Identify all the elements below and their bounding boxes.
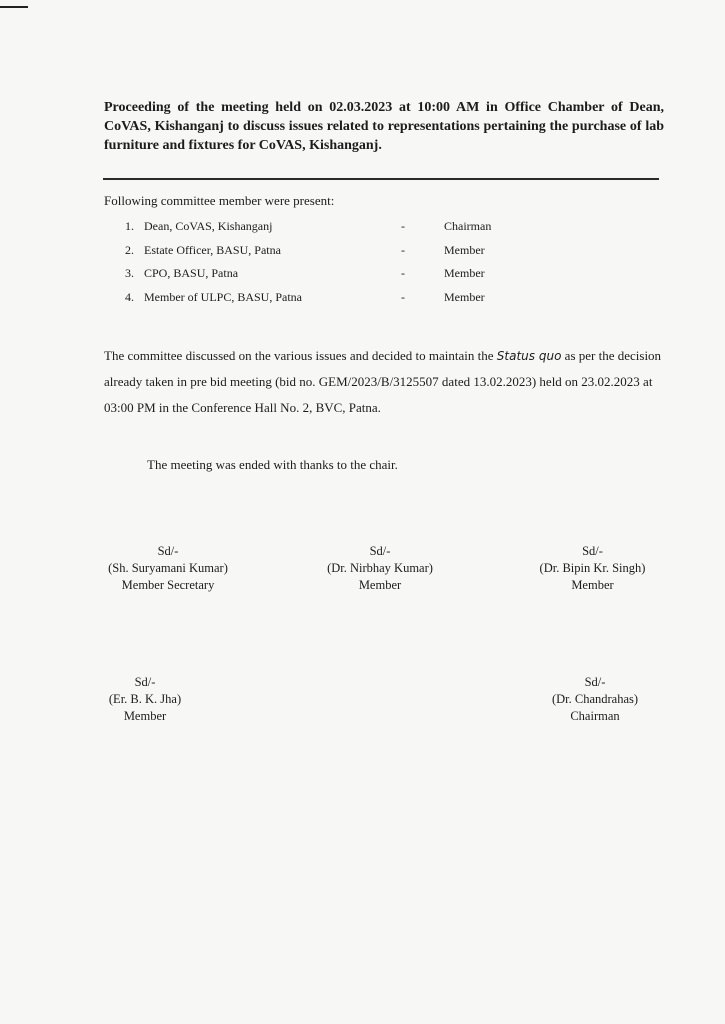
signature-block bbox=[315, 543, 445, 594]
signatory-title: Member bbox=[123, 709, 167, 723]
signatory-name: (Er. B. K. Jha) bbox=[108, 692, 182, 706]
member-separator: - bbox=[401, 219, 405, 233]
member-number: 4. bbox=[125, 289, 134, 304]
signatory-title: Member bbox=[571, 578, 614, 592]
decision-text-start: The committee discussed on the various issues and decided to maintain the bbox=[104, 348, 497, 363]
member-row bbox=[120, 219, 540, 243]
member-list bbox=[120, 219, 540, 313]
decision-text-end: as per the decision already taken in pre bid meeting (bid no. GEM/2023/B/3125507 dated 13.02.2023) held on 23.02.2023 at 03:00 PM in the Conference Hall No. 2, BVC, Patna. bbox=[104, 348, 662, 415]
title-divider bbox=[103, 178, 659, 180]
signature-sd: Sd/- bbox=[157, 544, 179, 558]
member-separator: - bbox=[401, 266, 405, 280]
signatory-title: Member bbox=[358, 578, 402, 592]
member-role: Chairman bbox=[444, 219, 492, 233]
member-row bbox=[120, 243, 540, 267]
scan-edge-mark bbox=[0, 6, 28, 8]
signatory-name: (Dr. Nirbhay Kumar) bbox=[327, 561, 433, 575]
member-row bbox=[120, 266, 540, 290]
committee-intro: Following committee member were present: bbox=[104, 193, 335, 208]
document-title: Proceeding of the meeting held on 02.03.2023 at 10:00 AM in Office Chamber of Dean, CoVAS, Kishanganj to discuss issues related to representations pertaining the purchase of lab furniture and fixtures for CoVAS, Kishanganj. bbox=[104, 100, 664, 153]
signature-block bbox=[520, 543, 665, 594]
signatory-name: (Dr. Chandrahas) bbox=[551, 692, 639, 706]
member-name: Member of ULPC, BASU, Patna bbox=[144, 289, 302, 304]
member-name: CPO, BASU, Patna bbox=[144, 266, 239, 280]
member-separator: - bbox=[401, 242, 405, 257]
signature-sd: Sd/- bbox=[582, 544, 603, 558]
signature-block bbox=[98, 543, 238, 594]
member-role: Member bbox=[444, 266, 485, 280]
member-number: 3. bbox=[125, 266, 134, 280]
signature-block bbox=[535, 674, 655, 725]
signatory-title: Chairman bbox=[570, 709, 620, 723]
member-number: 1. bbox=[125, 219, 134, 233]
member-number: 2. bbox=[125, 242, 134, 257]
signature-sd: Sd/- bbox=[369, 544, 391, 558]
closing-line: The meeting was ended with thanks to the chair. bbox=[147, 457, 398, 472]
signature-sd: Sd/- bbox=[134, 675, 156, 689]
member-name: Estate Officer, BASU, Patna bbox=[144, 242, 281, 257]
member-row bbox=[120, 290, 540, 314]
member-role: Member bbox=[444, 242, 485, 257]
signatory-title: Member Secretary bbox=[121, 578, 215, 592]
member-separator: - bbox=[401, 289, 405, 304]
signatory-name: (Dr. Bipin Kr. Singh) bbox=[539, 561, 646, 575]
signatory-name: (Sh. Suryamani Kumar) bbox=[108, 561, 228, 575]
member-name: Dean, CoVAS, Kishanganj bbox=[144, 219, 273, 233]
signature-sd: Sd/- bbox=[584, 675, 606, 689]
decision-paragraph bbox=[104, 343, 664, 421]
member-role: Member bbox=[444, 289, 485, 304]
signature-block bbox=[90, 674, 200, 725]
status-quo-term: Status quo bbox=[496, 349, 562, 363]
